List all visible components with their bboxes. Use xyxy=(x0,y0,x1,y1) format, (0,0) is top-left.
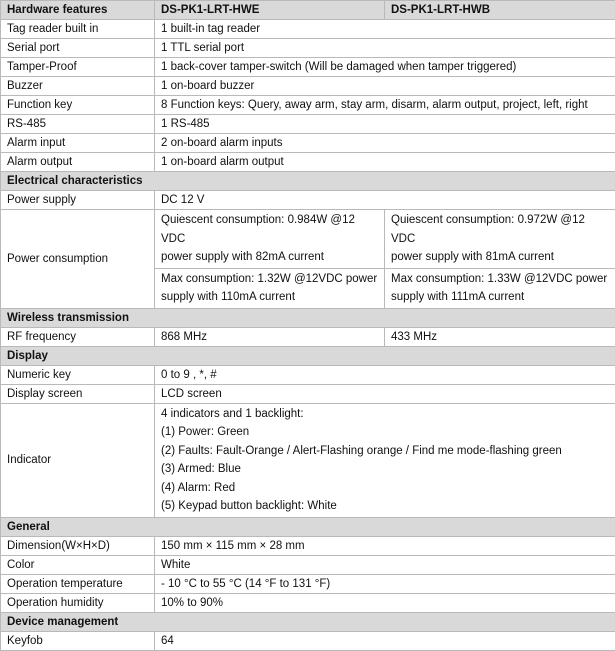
row-label: Function key xyxy=(1,96,155,115)
row-label: Alarm output xyxy=(1,153,155,172)
row-label: Operation humidity xyxy=(1,593,155,612)
text-line: power supply with 82mA current xyxy=(161,248,378,267)
table-row xyxy=(1,39,615,58)
row-label: Serial port xyxy=(1,39,155,58)
row-value: 1 RS-485 xyxy=(155,115,615,134)
table-row xyxy=(1,365,615,384)
hwe-quiescent-cell xyxy=(155,210,385,269)
row-value: LCD screen xyxy=(155,384,615,403)
table-row xyxy=(1,115,615,134)
section-row xyxy=(1,172,615,191)
row-label: Operation temperature xyxy=(1,574,155,593)
row-value: 1 on-board alarm output xyxy=(155,153,615,172)
row-value: 10% to 90% xyxy=(155,593,615,612)
text-line: (1) Power: Green xyxy=(161,423,609,442)
row-value: 1 TTL serial port xyxy=(155,39,615,58)
section-title-general: General xyxy=(1,517,615,536)
text-line: power supply with 81mA current xyxy=(391,248,609,267)
text-line: Max consumption: 1.33W @12VDC power xyxy=(391,270,609,289)
text-line: (4) Alarm: Red xyxy=(161,479,609,498)
table-row xyxy=(1,20,615,39)
hwb-quiescent-cell xyxy=(385,210,615,269)
table-row xyxy=(1,574,615,593)
row-label: Power consumption xyxy=(1,210,155,309)
row-value: - 10 °C to 55 °C (14 °F to 131 °F) xyxy=(155,574,615,593)
model-hwb-header: DS-PK1-LRT-HWB xyxy=(385,1,615,20)
text-line: Max consumption: 1.32W @12VDC power xyxy=(161,270,378,289)
section-title-wireless: Wireless transmission xyxy=(1,308,615,327)
text-line: Quiescent consumption: 0.984W @12 VDC xyxy=(161,211,378,248)
row-value: 2 on-board alarm inputs xyxy=(155,134,615,153)
hwb-value: 433 MHz xyxy=(385,327,615,346)
row-value: 1 built-in tag reader xyxy=(155,20,615,39)
table-row xyxy=(1,210,615,269)
table-row xyxy=(1,96,615,115)
row-value: 1 back-cover tamper-switch (Will be damaged when tamper triggered) xyxy=(155,58,615,77)
text-line: supply with 111mA current xyxy=(391,288,609,307)
row-value: 150 mm × 115 mm × 28 mm xyxy=(155,536,615,555)
hwe-value: 868 MHz xyxy=(155,327,385,346)
table-header-row xyxy=(1,1,615,20)
row-value: 8 Function keys: Query, away arm, stay arm, disarm, alarm output, project, left, right xyxy=(155,96,615,115)
indicator-cell xyxy=(155,403,615,517)
table-row xyxy=(1,77,615,96)
model-hwe-header: DS-PK1-LRT-HWE xyxy=(155,1,385,20)
row-label: Keyfob xyxy=(1,631,155,650)
text-line: (2) Faults: Fault-Orange / Alert-Flashing orange / Find me mode-flashing green xyxy=(161,442,609,461)
section-row xyxy=(1,517,615,536)
row-value: 0 to 9 , *, # xyxy=(155,365,615,384)
row-label: RF frequency xyxy=(1,327,155,346)
table-row xyxy=(1,403,615,517)
text-line: (3) Armed: Blue xyxy=(161,460,609,479)
table-row xyxy=(1,593,615,612)
text-line: Quiescent consumption: 0.972W @12 VDC xyxy=(391,211,609,248)
table-row xyxy=(1,536,615,555)
row-value: DC 12 V xyxy=(155,191,615,210)
section-title-device-management: Device management xyxy=(1,612,615,631)
section-row xyxy=(1,346,615,365)
row-label: Dimension(W×H×D) xyxy=(1,536,155,555)
section-row xyxy=(1,308,615,327)
row-value: 1 on-board buzzer xyxy=(155,77,615,96)
row-label: Color xyxy=(1,555,155,574)
hwe-max-cell xyxy=(155,268,385,308)
row-label: Alarm input xyxy=(1,134,155,153)
row-label: Tamper-Proof xyxy=(1,58,155,77)
table-row xyxy=(1,555,615,574)
row-value: White xyxy=(155,555,615,574)
table-row xyxy=(1,134,615,153)
hwb-max-cell xyxy=(385,268,615,308)
section-title-electrical: Electrical characteristics xyxy=(1,172,615,191)
text-line: 4 indicators and 1 backlight: xyxy=(161,405,609,424)
row-label: RS-485 xyxy=(1,115,155,134)
row-label: Tag reader built in xyxy=(1,20,155,39)
table-row xyxy=(1,58,615,77)
table-row xyxy=(1,327,615,346)
row-value: 64 xyxy=(155,631,615,650)
row-label: Numeric key xyxy=(1,365,155,384)
table-row xyxy=(1,384,615,403)
text-line: supply with 110mA current xyxy=(161,288,378,307)
section-title-display: Display xyxy=(1,346,615,365)
row-label: Power supply xyxy=(1,191,155,210)
table-row xyxy=(1,153,615,172)
row-label: Buzzer xyxy=(1,77,155,96)
table-row xyxy=(1,631,615,650)
row-label: Indicator xyxy=(1,403,155,517)
row-label: Display screen xyxy=(1,384,155,403)
text-line: (5) Keypad button backlight: White xyxy=(161,497,609,516)
section-title-hardware: Hardware features xyxy=(1,1,155,20)
table-row xyxy=(1,191,615,210)
